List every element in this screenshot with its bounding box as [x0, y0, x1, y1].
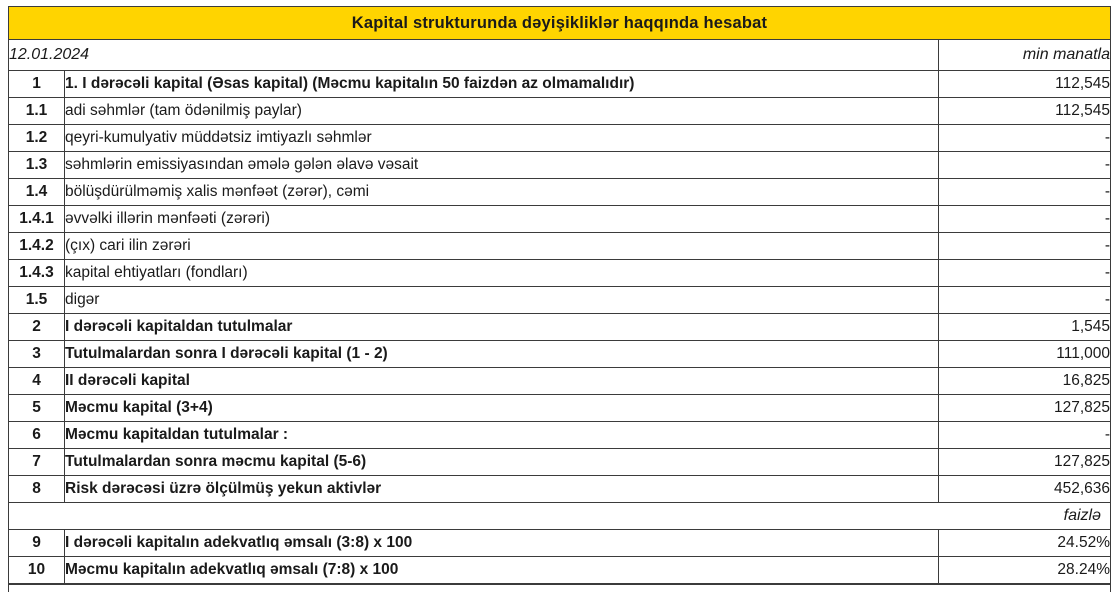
report-title: Kapital strukturunda dəyişikliklər haqqında hesabat: [9, 7, 1111, 40]
row-number: 4: [9, 368, 65, 395]
row-number: 8: [9, 476, 65, 503]
row-value: -: [939, 287, 1111, 314]
row-value: 112,545: [939, 98, 1111, 125]
row-label: kapital ehtiyatları (fondları): [65, 260, 939, 287]
row-number: 2: [9, 314, 65, 341]
table-row: [9, 449, 1111, 476]
row-value: -: [939, 125, 1111, 152]
table-row: [9, 422, 1111, 449]
row-number: 1.1: [9, 98, 65, 125]
row-number: 1.4.1: [9, 206, 65, 233]
row-label: Tutulmalardan sonra məcmu kapital (5-6): [65, 449, 939, 476]
row-number: 1.4.3: [9, 260, 65, 287]
table-row: [9, 557, 1111, 584]
table-row: [9, 530, 1111, 557]
report-date: 12.01.2024: [9, 40, 939, 71]
row-number: 1.3: [9, 152, 65, 179]
row-label: I dərəcəli kapitaldan tutulmalar: [65, 314, 939, 341]
row-value: 112,545: [939, 71, 1111, 98]
row-label: Məcmu kapitalın adekvatlıq əmsalı (7:8) x 100: [65, 557, 939, 584]
row-value: 111,000: [939, 341, 1111, 368]
row-value: -: [939, 260, 1111, 287]
row-number: 1: [9, 71, 65, 98]
row-label: 1. I dərəcəli kapital (Əsas kapital) (Məcmu kapitalın 50 faizdən az olmamalıdır): [65, 71, 939, 98]
row-number: 1.4.2: [9, 233, 65, 260]
row-label: Məcmu kapital (3+4): [65, 395, 939, 422]
table-row: [9, 287, 1111, 314]
table-row: [9, 206, 1111, 233]
report-title-row: [9, 7, 1111, 40]
row-label: Risk dərəcəsi üzrə ölçülmüş yekun aktivlər: [65, 476, 939, 503]
row-value: 452,636: [939, 476, 1111, 503]
row-value: -: [939, 233, 1111, 260]
row-value: -: [939, 422, 1111, 449]
table-row: [9, 395, 1111, 422]
row-label: adi səhmlər (tam ödənilmiş paylar): [65, 98, 939, 125]
row-number: 1.4: [9, 179, 65, 206]
row-number: 7: [9, 449, 65, 476]
row-value: -: [939, 179, 1111, 206]
table-row: [9, 179, 1111, 206]
row-label: Məcmu kapitaldan tutulmalar :: [65, 422, 939, 449]
row-number: 6: [9, 422, 65, 449]
row-label: əvvəlki illərin mənfəəti (zərəri): [65, 206, 939, 233]
table-row: [9, 233, 1111, 260]
row-label: (çıx) cari ilin zərəri: [65, 233, 939, 260]
row-value: 1,545: [939, 314, 1111, 341]
table-row: [9, 98, 1111, 125]
table-row: [9, 71, 1111, 98]
table-row: [9, 368, 1111, 395]
row-value: -: [939, 152, 1111, 179]
table-row: [9, 341, 1111, 368]
table-row: [9, 152, 1111, 179]
row-label: II dərəcəli kapital: [65, 368, 939, 395]
percent-unit-label: faizlə: [9, 503, 1111, 530]
row-value: 127,825: [939, 449, 1111, 476]
report-unit-label: min manatla: [939, 40, 1111, 71]
table-row: [9, 314, 1111, 341]
row-number: 10: [9, 557, 65, 584]
row-value: 24.52%: [939, 530, 1111, 557]
row-number: 9: [9, 530, 65, 557]
table-row: [9, 125, 1111, 152]
percent-unit-row: [9, 503, 1111, 530]
row-number: 5: [9, 395, 65, 422]
row-label: qeyri-kumulyativ müddətsiz imtiyazlı səhmlər: [65, 125, 939, 152]
row-value: -: [939, 206, 1111, 233]
row-value: 28.24%: [939, 557, 1111, 584]
row-label: digər: [65, 287, 939, 314]
table-bottom-edge: [8, 584, 1111, 592]
row-label: səhmlərin emissiyasından əmələ gələn əlavə vəsait: [65, 152, 939, 179]
row-label: Tutulmalardan sonra I dərəcəli kapital (1 - 2): [65, 341, 939, 368]
row-value: 127,825: [939, 395, 1111, 422]
capital-structure-report-table: [8, 6, 1111, 584]
row-value: 16,825: [939, 368, 1111, 395]
report-meta-row: [9, 40, 1111, 71]
row-label: I dərəcəli kapitalın adekvatlıq əmsalı (3:8) x 100: [65, 530, 939, 557]
row-number: 1.5: [9, 287, 65, 314]
table-row: [9, 260, 1111, 287]
row-number: 3: [9, 341, 65, 368]
row-number: 1.2: [9, 125, 65, 152]
table-row: [9, 476, 1111, 503]
row-label: bölüşdürülməmiş xalis mənfəət (zərər), cəmi: [65, 179, 939, 206]
